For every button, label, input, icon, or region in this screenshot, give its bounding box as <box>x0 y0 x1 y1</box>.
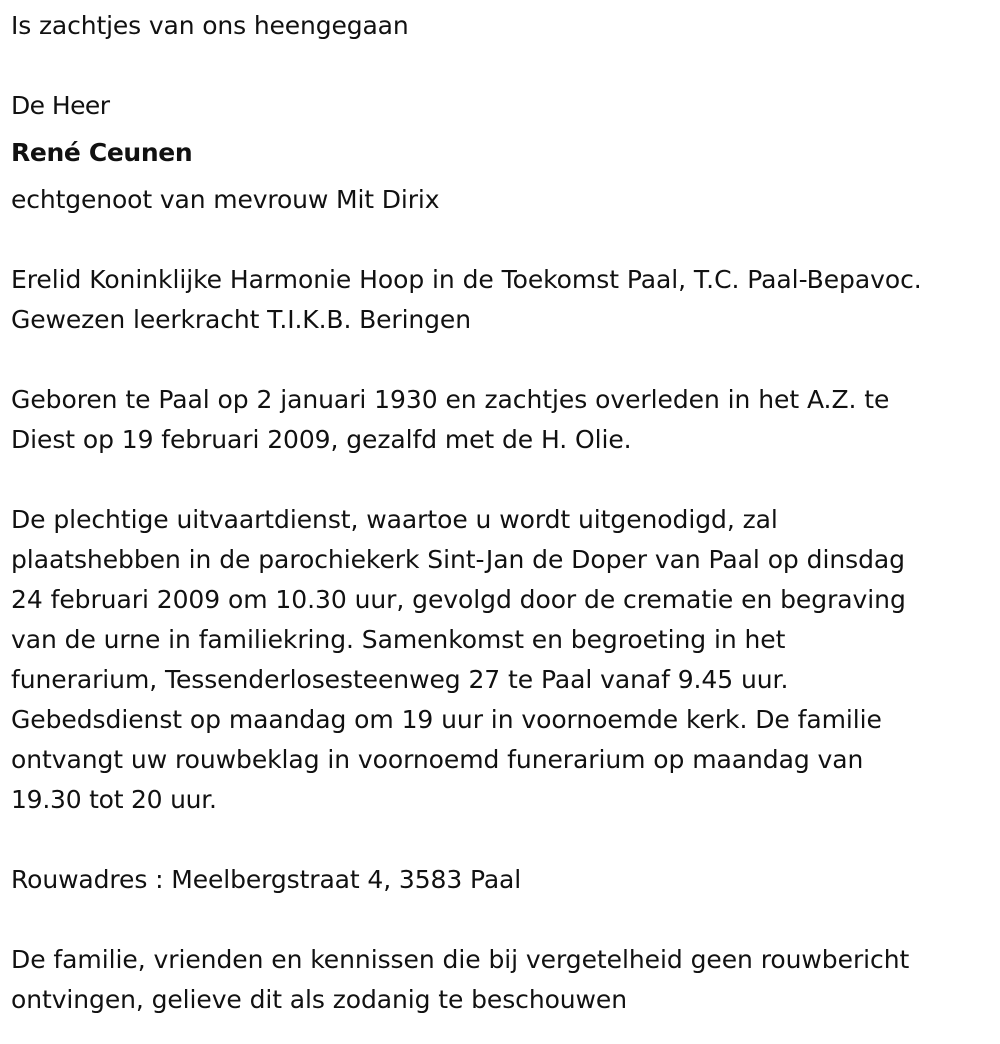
birth-death-line: Diest op 19 februari 2009, gezalfd met de H. Olie. <box>11 425 632 454</box>
funeral-line: 24 februari 2009 om 10.30 uur, gevolgd door de crematie en begraving <box>11 585 906 614</box>
honors-line: Erelid Koninklijke Harmonie Hoop in de Toekomst Paal, T.C. Paal-Bepavoc. <box>11 265 922 294</box>
closing-paragraph <box>11 940 1000 1020</box>
funeral-line: funerarium, Tessenderlosesteenweg 27 te Paal vanaf 9.45 uur. <box>11 665 789 694</box>
birth-death-line: Geboren te Paal op 2 januari 1930 en zachtjes overleden in het A.Z. te <box>11 385 890 414</box>
funeral-line: ontvangt uw rouwbeklag in voornoemd funerarium op maandag van <box>11 745 864 774</box>
spouse-text: echtgenoot van mevrouw Mit Dirix <box>11 185 440 214</box>
funeral-line: De plechtige uitvaartdienst, waartoe u wordt uitgenodigd, zal <box>11 505 778 534</box>
intro-text: Is zachtjes van ons heengegaan <box>11 11 409 40</box>
funeral-line: plaatshebben in de parochiekerk Sint-Jan de Doper van Paal op dinsdag <box>11 545 905 574</box>
obituary-document <box>0 6 1000 1044</box>
honorific-title: De Heer <box>11 91 110 120</box>
funeral-line: van de urne in familiekring. Samenkomst en begroeting in het <box>11 625 786 654</box>
funeral-line: Gebedsdienst op maandag om 19 uur in voornoemde kerk. De familie <box>11 705 882 734</box>
mourning-address: Rouwadres : Meelbergstraat 4, 3583 Paal <box>11 865 522 894</box>
funeral-line: 19.30 tot 20 uur. <box>11 785 217 814</box>
honors-line: Gewezen leerkracht T.I.K.B. Beringen <box>11 305 471 334</box>
closing-line: De familie, vrienden en kennissen die bij vergetelheid geen rouwbericht <box>11 945 910 974</box>
funeral-paragraph <box>11 500 1000 820</box>
honors-paragraph <box>11 260 1000 340</box>
closing-line: ontvingen, gelieve dit als zodanig te beschouwen <box>11 985 627 1014</box>
deceased-name: René Ceunen <box>11 138 193 167</box>
birth-death-paragraph <box>11 380 1000 460</box>
